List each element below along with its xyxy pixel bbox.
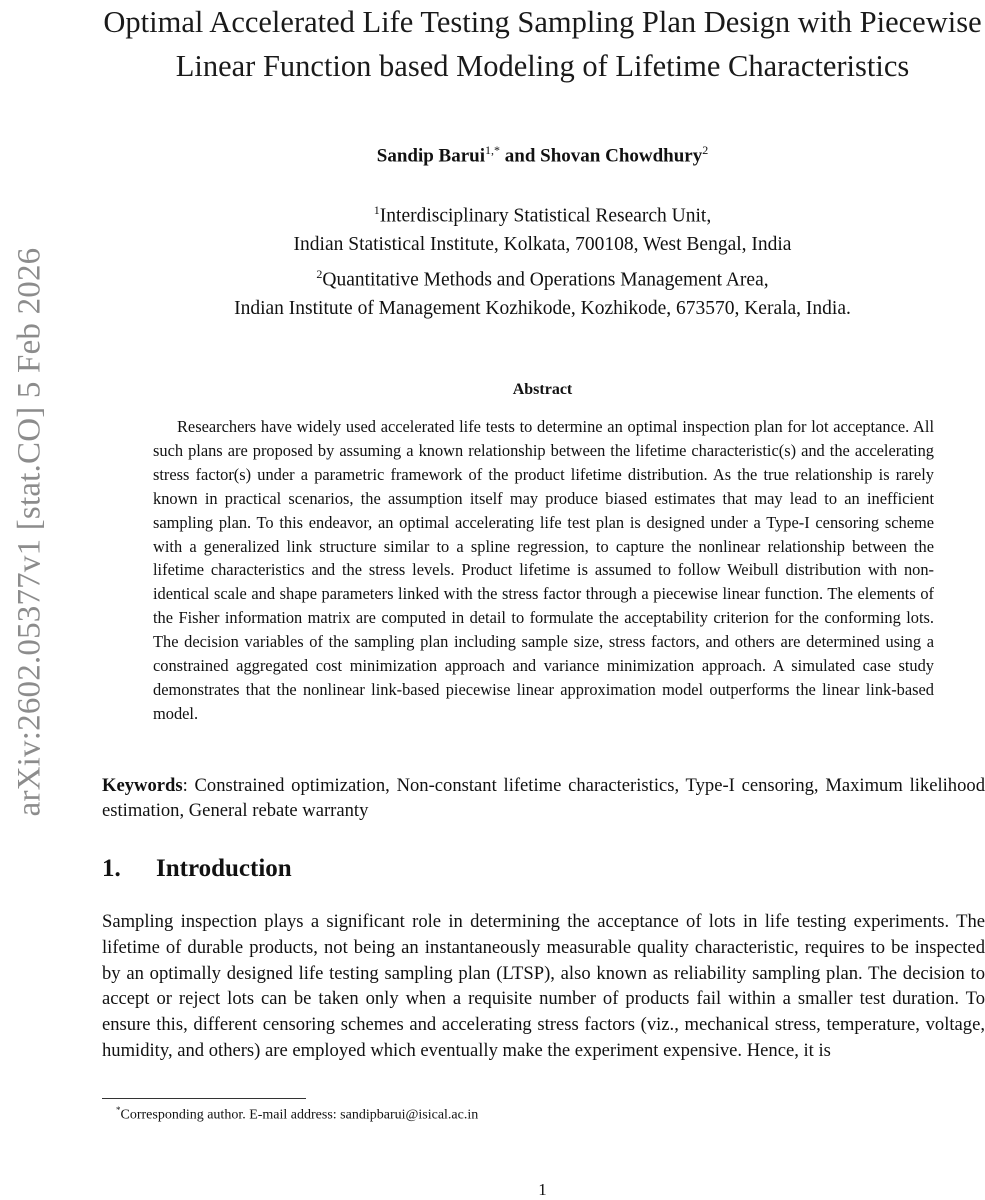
keywords <box>102 773 985 823</box>
abstract-text: Researchers have widely used accelerated life tests to determine an optimal inspection plan for lot acceptance. All such plans are proposed by assuming a known relationship between the lifetime characteristic(s) and the accelerating stress factor(s) under a parametric framework of the product lifetime distribution. As the true relationship is rarely known in practical scenarios, the assumption itself may produce biased estimates that may lead to an inefficient sampling plan. To this endeavor, an optimal accelerating life test plan is designed under a Type-I censoring scheme with a generalized link structure similar to a spline regression, to capture the nonlinear relationship between the lifetime characteristics and the stress levels. Product lifetime is assumed to follow Weibull distribution with non-identical scale and shape parameters linked with the stress factor through a piecewise linear function. The elements of the Fisher information matrix are computed in detail to formulate the acceptability criterion for the conforming lots. The decision variables of the sampling plan including sample size, stress factors, and others are determined using a constrained aggregated cost minimization approach and variance minimization approach. A simulated case study demonstrates that the nonlinear link-based piecewise linear approximation model outperforms the linear link-based model. <box>153 417 934 723</box>
author-affiliation-mark: 2 <box>702 143 709 157</box>
section-heading-introduction <box>102 855 292 883</box>
footnote-text: Corresponding author. E-mail address: sandipbarui@isical.ac.in <box>120 1107 479 1123</box>
footnote <box>116 1105 478 1124</box>
keywords-label: Keywords <box>102 775 183 796</box>
affiliation-mark: 1 <box>373 203 380 217</box>
keywords-list: : Constrained optimization, Non-constant lifetime characteristics, Type-I censoring, Maximum likelihood estimation, General rebate warranty <box>102 775 985 821</box>
affiliation-line <box>100 196 985 231</box>
author-name: Shovan Chowdhury <box>540 145 703 167</box>
abstract-heading: Abstract <box>512 381 573 398</box>
affiliation-unit: Quantitative Methods and Operations Management Area, <box>322 269 769 290</box>
author-name: Sandip Barui <box>376 145 485 167</box>
section-number: 1. <box>102 855 121 882</box>
footnote-mark: * <box>116 1105 121 1115</box>
arxiv-identifier-stamp <box>0 0 60 1200</box>
affiliation-line: Indian Statistical Institute, Kolkata, 700108, West Bengal, India <box>293 234 792 255</box>
introduction-paragraph: Sampling inspection plays a significant role in determining the acceptance of lots in life testing experiments. The lifetime of durable products, not being an instantaneously measurable quality characteristic, requires to be inspected by an optimally designed life testing sampling plan (LTSP), also known as reliability sampling plan. The decision to accept or reject lots can be taken only when a requisite number of products fail within a smaller test duration. To ensure this, different censoring schemes and accelerating stress factors (viz., mechanical stress, temperature, voltage, humidity, and others) are employed which eventually make the experiment expensive. Hence, it is <box>102 911 985 1061</box>
footnote-divider <box>102 1098 306 1099</box>
affiliations <box>100 196 985 323</box>
affiliation-line <box>100 260 985 295</box>
paper-title: Optimal Accelerated Life Testing Sampling Plan Design with Piecewise Linear Function based Modeling of Lifetime Characteristics <box>103 5 982 83</box>
arxiv-id-text: arXiv:2602.05377v1 [stat.CO] 5 Feb 2026 <box>11 247 48 817</box>
author-list <box>100 143 985 167</box>
section-title: Introduction <box>156 855 292 882</box>
affiliation-unit: Interdisciplinary Statistical Research Unit, <box>379 205 712 227</box>
affiliation-line: Indian Institute of Management Kozhikode, Kozhikode, 673570, Kerala, India. <box>234 297 851 319</box>
author-joiner: and <box>504 145 536 167</box>
page-number: 1 <box>538 1180 547 1199</box>
author-affiliation-mark: 1,* <box>485 143 500 157</box>
affiliation-mark: 2 <box>316 266 323 281</box>
